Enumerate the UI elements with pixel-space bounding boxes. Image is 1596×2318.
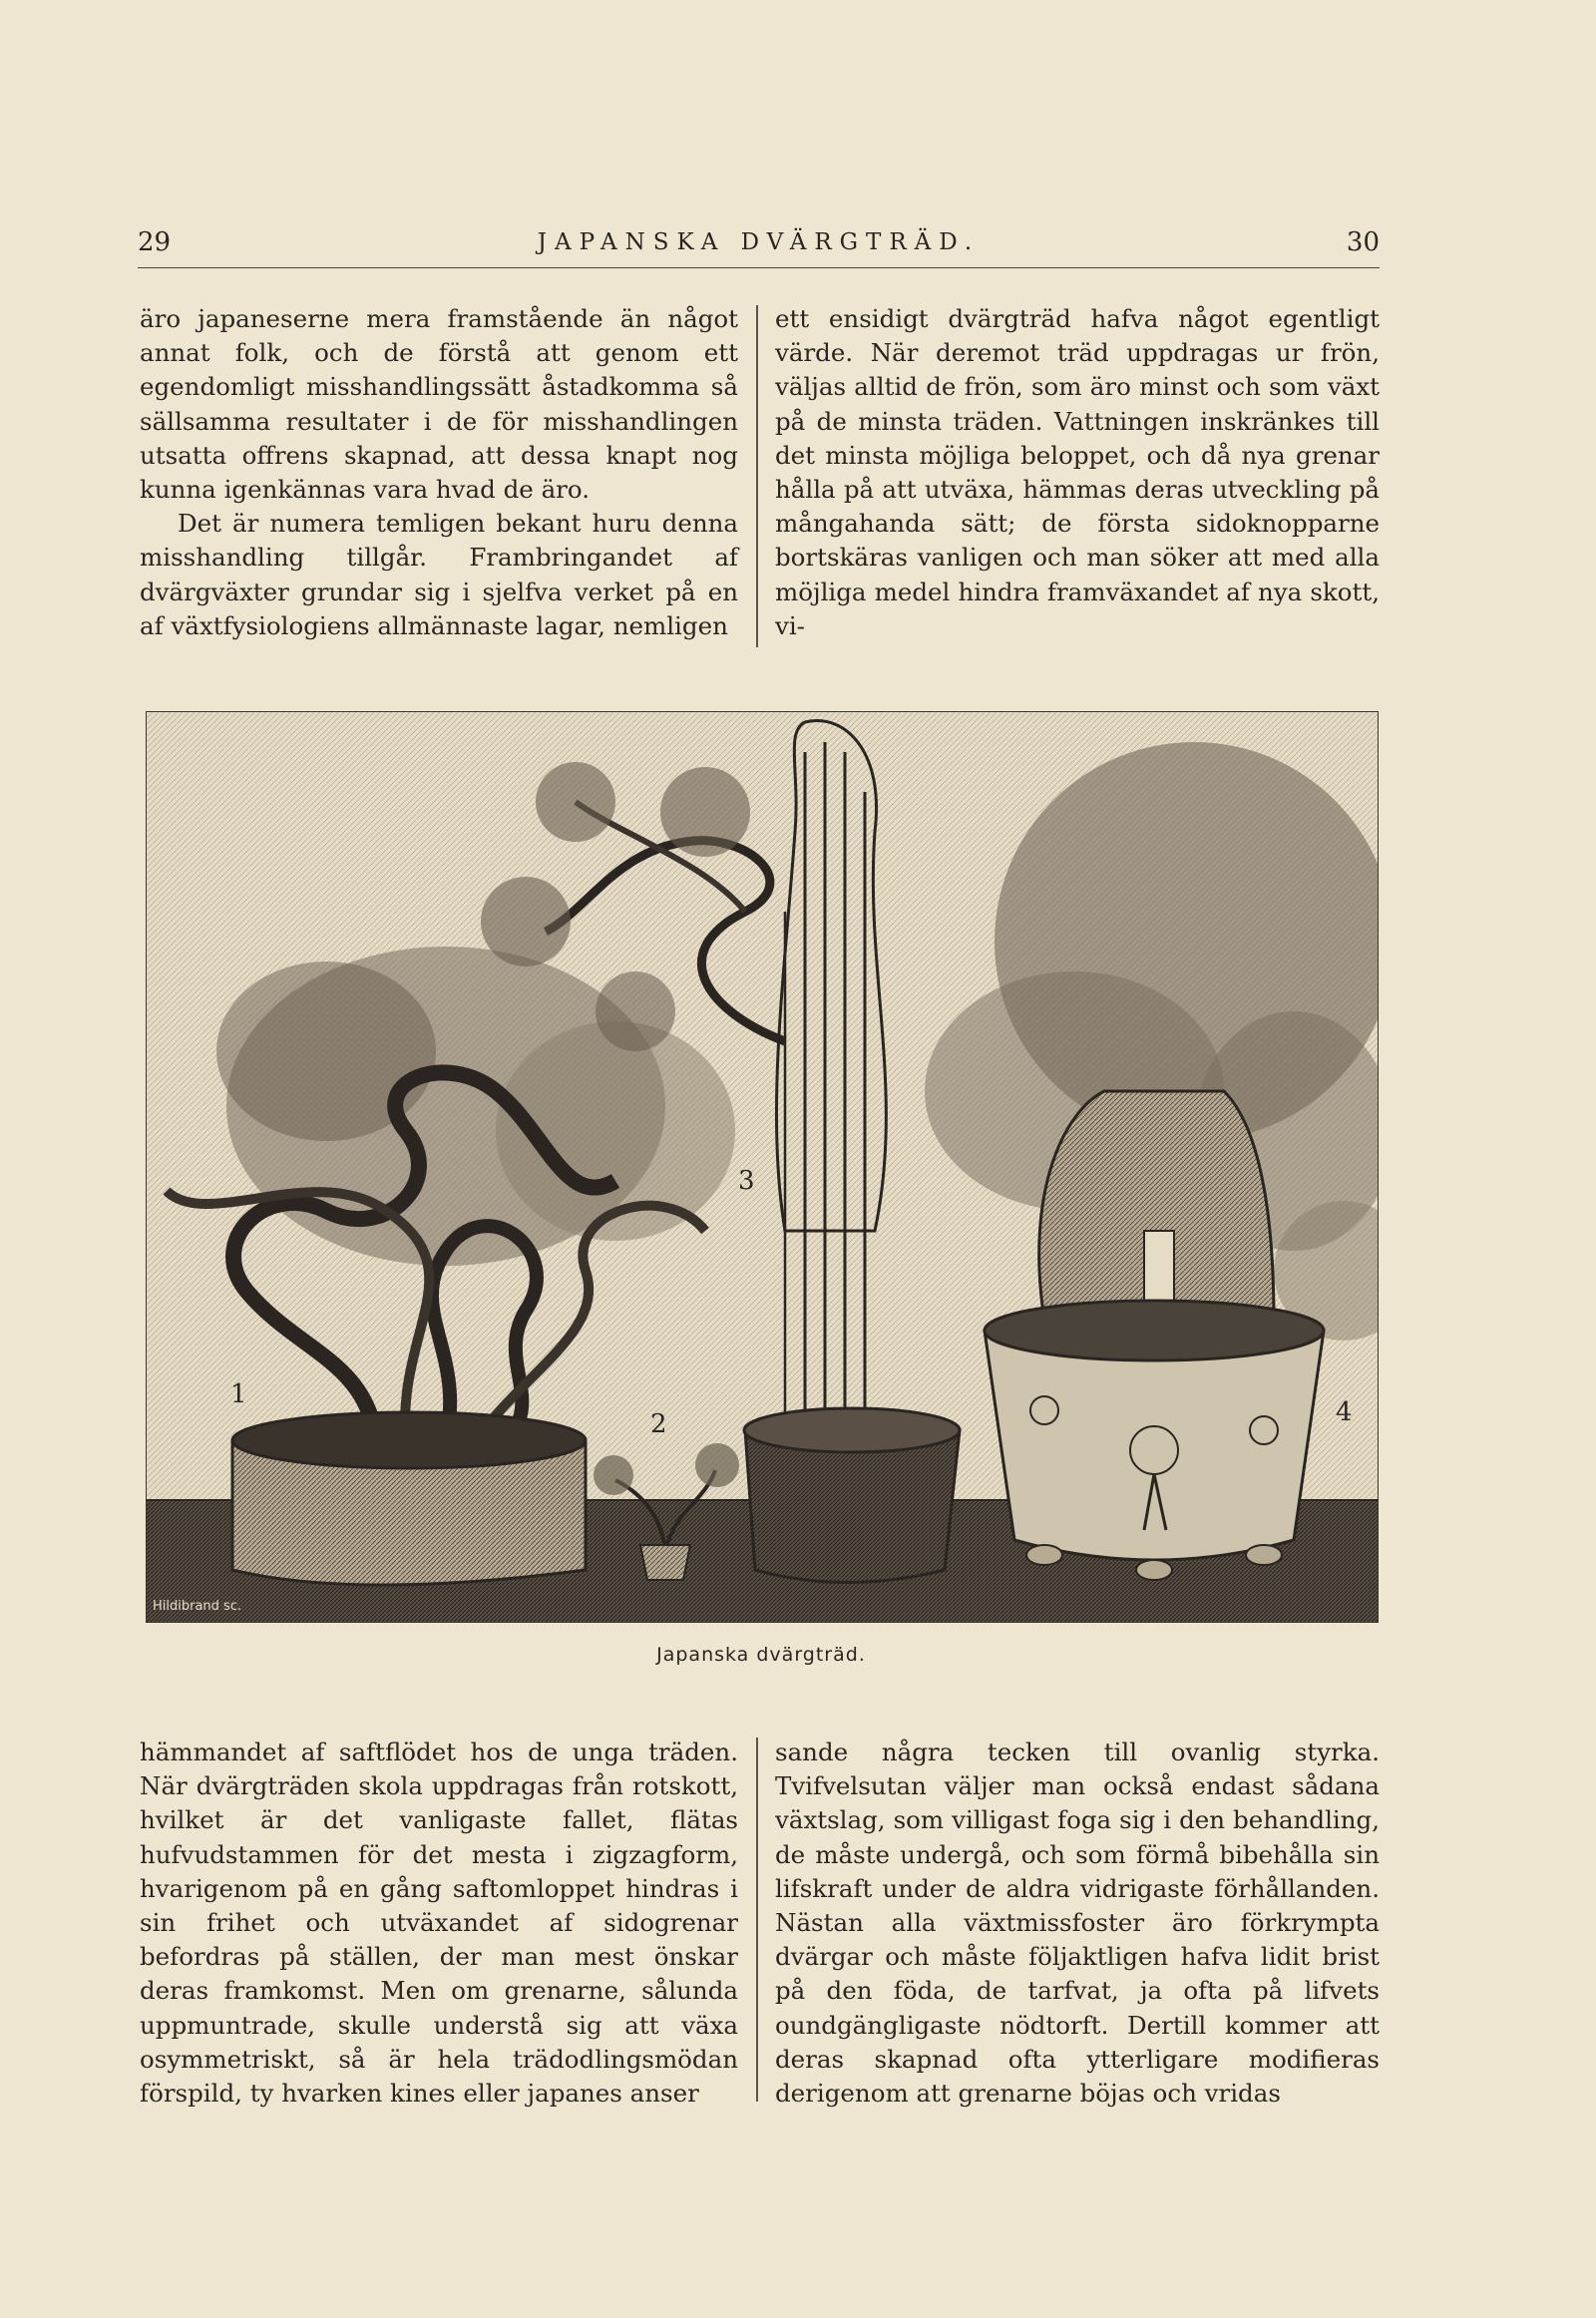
paragraph: äro japaneserne mera framstående än något annat folk, och de förstå att genom ett egendomligt misshandlingssätt åstadkomma så sällsamma resultater i de för misshandlingen utsatta offrens skapnad, att dessa knapt nog kunna igenkännas vara hvad de äro.	[140, 304, 738, 505]
figure-label-3: 3	[738, 1166, 755, 1196]
paragraph: Det är numera temligen bekant huru denna misshandling tillgår. Frambringandet af dvärgväxter grundar sig i sjelfva verket på en af växtfysiologiens allmännaste lagar, nemligen	[140, 509, 738, 640]
engraving-figure	[146, 711, 1379, 1623]
column-divider	[756, 305, 758, 647]
engraver-signature: Hildibrand sc.	[153, 1599, 242, 1614]
bottom-right-column	[775, 1736, 1380, 2111]
figure-label-4: 4	[1336, 1397, 1353, 1427]
top-left-column	[140, 302, 738, 643]
figure-caption: Japanska dvärgträd.	[656, 1644, 866, 1666]
paragraph: hämmandet af saftflödet hos de unga träden. När dvärgträden skola uppdragas från rotskott, hvilket är det vanligaste fallet, flätas hufvudstammen för det mesta i zigzagform, hvarigenom på en gång saftomloppet hindras i sin frihet och utväxandet af sidogrenar befordras på ställen, der man mest önskar deras framkomst. Men om grenarne, sålunda uppmuntrade, skulle understå sig att växa osymmetriskt, så är hela trädodlingsmödan förspild, ty hvarken kines eller japanes anser	[140, 1738, 738, 2109]
page-number-right: 30	[1346, 227, 1380, 257]
running-header	[138, 227, 1380, 268]
dwarf-trees-illustration	[147, 712, 1378, 1622]
bottom-left-column	[140, 1736, 738, 2111]
figure-label-2: 2	[650, 1409, 667, 1439]
page-number-left: 29	[138, 227, 172, 257]
running-title: JAPANSKA DVÄRGTRÄD.	[537, 229, 981, 255]
column-divider	[756, 1738, 758, 2102]
figure-label-1: 1	[230, 1379, 247, 1409]
paragraph: ett ensidigt dvärgträd hafva något egentligt värde. När deremot träd uppdragas ur frön, väljas alltid de frön, som äro minst och som växt på de minsta träden. Vattningen inskränkes till det minsta möjliga beloppet, och då nya grenar hålla på att utväxa, hämmas deras utveckling på mångahanda sätt; de första sidoknopparne bortskäras vanligen och man söker att med alla möjliga medel hindra framväxandet af nya skott, vi-	[775, 304, 1380, 640]
paragraph: sande några tecken till ovanlig styrka. Tvifvelsutan väljer man också endast sådana växtslag, som villigast foga sig i den behandling, de måste undergå, och som förmå bibehålla sin lifskraft under de aldra vidrigaste förhållanden. Nästan alla växtmissfoster äro förkrympta dvärgar och måste följaktligen hafva lidit brist på den föda, de tarfvat, ja ofta på lifvets oundgängligaste nödtorft. Dertill kommer att deras skapnad ofta ytterligare modifieras derigenom att grenarne böjas och vridas	[775, 1738, 1380, 2109]
top-right-column	[775, 302, 1380, 643]
